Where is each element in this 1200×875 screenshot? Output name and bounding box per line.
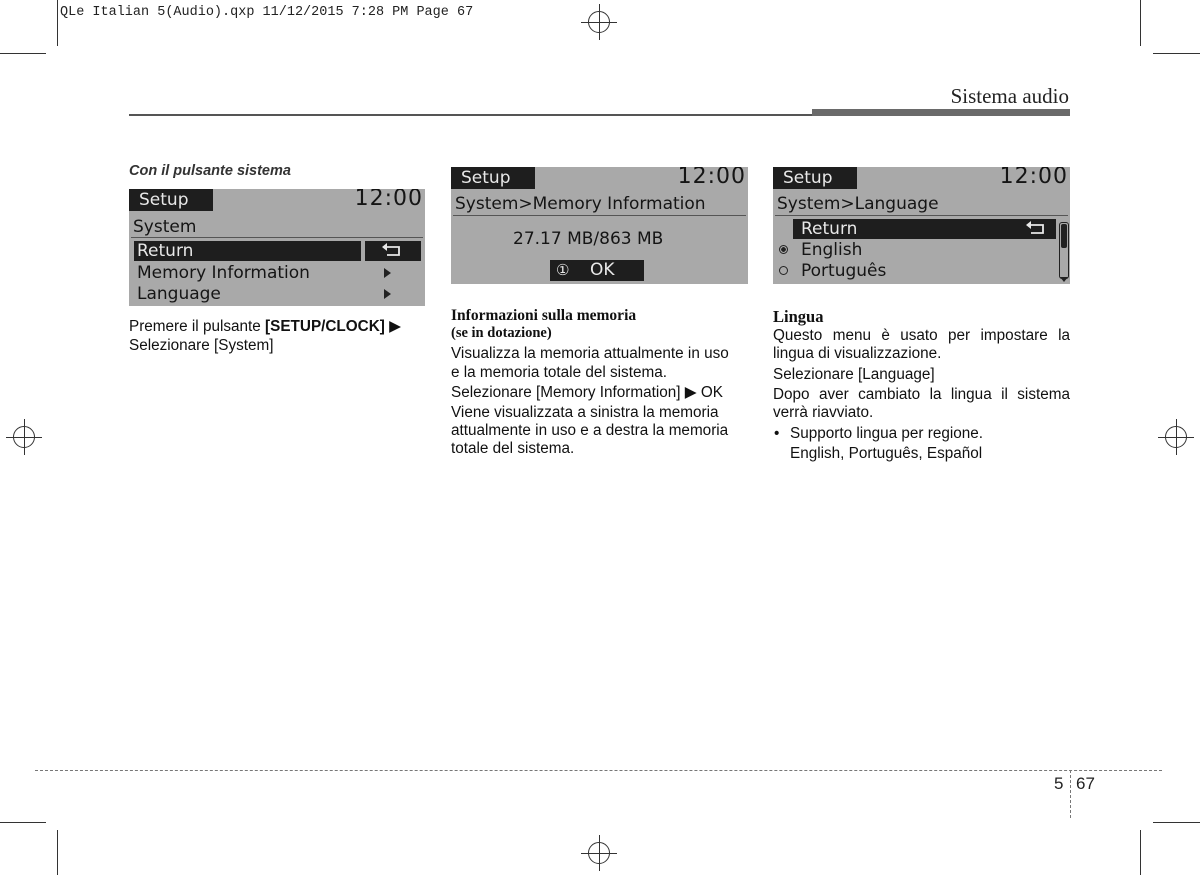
- menu-item-label: Return: [801, 219, 858, 239]
- screen-title: System>Memory Information: [455, 194, 706, 214]
- instruction-setup-clock: Premere il pulsante [SETUP/CLOCK] ▶: [129, 318, 401, 335]
- memory-select-instruction: Selezionare [Memory Information] ▶ OK: [451, 384, 723, 401]
- screen-title: System: [133, 217, 197, 237]
- title-divider: [453, 215, 746, 216]
- footer-dashed-rule: [35, 770, 1162, 771]
- memory-display-line: attualmente in uso e a destra la memoria: [451, 422, 729, 439]
- menu-item-return[interactable]: [793, 219, 1056, 239]
- lcd-screen-system: [129, 189, 425, 306]
- language-select-instruction: Selezionare [Language]: [773, 366, 935, 383]
- screen-title: System>Language: [777, 194, 939, 214]
- chapter-number: 5: [1054, 774, 1064, 793]
- radio-empty-icon: [779, 266, 788, 275]
- language-desc-line: lingua di visualizzazione.: [773, 345, 942, 362]
- clock: 12:00: [677, 167, 746, 189]
- registration-mark-icon: [1158, 419, 1194, 455]
- ok-button[interactable]: [550, 260, 644, 281]
- radio-filled-icon: [779, 245, 788, 254]
- header-rule-accent: [812, 109, 1070, 116]
- memory-display-line: totale del sistema.: [451, 440, 575, 457]
- title-divider: [775, 215, 1068, 216]
- crop-mark: [1140, 0, 1141, 46]
- header-rule: [129, 114, 812, 116]
- setup-tab: Setup: [773, 167, 857, 189]
- crop-mark: [57, 0, 58, 46]
- info-icon: ①: [556, 261, 570, 279]
- crop-mark: [1140, 830, 1141, 875]
- clock: 12:00: [354, 189, 423, 211]
- setup-tab: Setup: [129, 189, 213, 211]
- lcd-screen-language: [773, 167, 1070, 284]
- section-title: Sistema audio: [950, 84, 1069, 108]
- triangle-right-icon: [384, 268, 391, 278]
- menu-item-return[interactable]: [134, 241, 361, 261]
- registration-mark-icon: [581, 835, 617, 871]
- page-number: 67: [1076, 774, 1095, 793]
- caption: Con il pulsante sistema: [129, 163, 291, 179]
- instruction-select-system: Selezionare [System]: [129, 337, 274, 354]
- crop-mark: [1153, 822, 1200, 823]
- language-restart-line: Dopo aver cambiato la lingua il sistema: [773, 386, 1070, 403]
- registration-mark-icon: [581, 4, 617, 40]
- registration-mark-icon: [6, 419, 42, 455]
- memory-desc-line: e la memoria totale del sistema.: [451, 364, 667, 381]
- bullet-text-languages: English, Português, Español: [790, 445, 983, 462]
- return-arrow-icon: [365, 241, 421, 261]
- crop-mark: [0, 822, 46, 823]
- scrollbar-thumb[interactable]: [1061, 224, 1067, 248]
- crop-mark: [1153, 53, 1200, 54]
- memory-desc-line: Visualizza la memoria attualmente in uso: [451, 345, 729, 362]
- scrollbar[interactable]: [1059, 222, 1069, 279]
- language-option-portugues[interactable]: Português: [801, 261, 887, 281]
- scroll-down-icon: [1060, 277, 1068, 282]
- ok-label: OK: [590, 260, 615, 280]
- return-arrow-icon: [1020, 219, 1050, 239]
- setup-clock-label: [SETUP/CLOCK]: [265, 318, 385, 335]
- crop-mark: [57, 830, 58, 875]
- menu-item-memory-information[interactable]: Memory Information: [137, 263, 310, 283]
- clock: 12:00: [999, 167, 1068, 189]
- bullet-text: Supporto lingua per regione.: [790, 425, 984, 442]
- language-option-english[interactable]: English: [801, 240, 863, 260]
- setup-tab: Setup: [451, 167, 535, 189]
- subheading-optional: (se in dotazione): [451, 325, 552, 341]
- language-desc-line: Questo menu è usato per impostare la: [773, 327, 1070, 344]
- printer-slug: QLe Italian 5(Audio).qxp 11/12/2015 7:28 PM Page 67: [60, 5, 474, 20]
- heading-memory-info: Informazioni sulla memoria: [451, 307, 637, 324]
- language-restart-line: verrà riavviato.: [773, 404, 874, 421]
- bullet-icon: •: [774, 425, 780, 442]
- crop-mark: [0, 53, 46, 54]
- menu-item-label: Return: [137, 241, 194, 261]
- lcd-screen-memory: [451, 167, 748, 284]
- footer-dashed-divider: [1070, 770, 1071, 818]
- return-button[interactable]: [365, 241, 421, 261]
- menu-item-language[interactable]: Language: [137, 284, 221, 304]
- memory-display-line: Viene visualizzata a sinistra la memoria: [451, 404, 719, 421]
- heading-language: Lingua: [773, 307, 824, 326]
- title-divider: [131, 237, 423, 238]
- arrow-right-icon: ▶: [389, 318, 401, 335]
- memory-usage: 27.17 MB/863 MB: [513, 229, 664, 249]
- triangle-right-icon: [384, 289, 391, 299]
